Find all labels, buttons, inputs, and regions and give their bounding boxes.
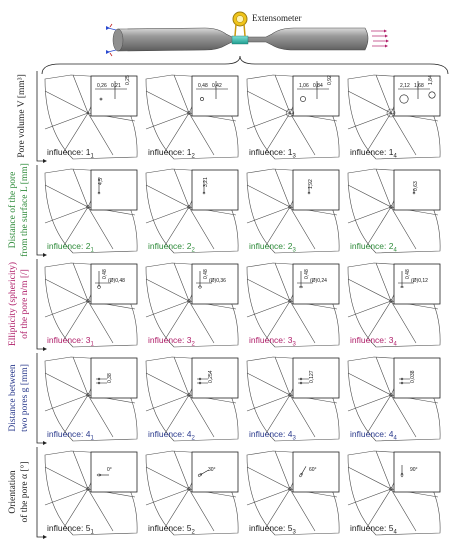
- row-label-line: of the pore α [°]: [20, 461, 30, 523]
- influence-subscript: 3: [292, 153, 296, 160]
- zoom-frame: [293, 264, 339, 304]
- influence-subscript: 4: [393, 341, 397, 348]
- dimension-label: 1,92: [308, 179, 314, 189]
- model-cell: [146, 357, 238, 442]
- row-axis-bracket: [37, 165, 43, 255]
- model-cell: [247, 75, 339, 160]
- row-label: [8, 461, 30, 522]
- influence-label: [350, 523, 397, 536]
- row-label: [7, 262, 30, 346]
- influence-text: influence: 3: [148, 335, 192, 345]
- influence-subscript: 3: [292, 435, 296, 442]
- gauge-section: [232, 36, 248, 44]
- dimension-label: (Ø)0,36: [209, 278, 226, 284]
- row-label-line: from the surface L [mm]: [20, 163, 30, 257]
- influence-text: influence: 2: [47, 241, 91, 251]
- influence-subscript: 3: [292, 529, 296, 536]
- zoom-frame: [91, 452, 137, 492]
- row-label-line: Orientation: [8, 470, 18, 514]
- zoom-frame: [394, 358, 440, 398]
- dimension-label: 60°: [309, 467, 317, 473]
- magnification-brace: [42, 56, 448, 74]
- influence-text: influence: 5: [350, 523, 394, 533]
- dimension-label: 3,21: [203, 177, 209, 187]
- model-cell: [247, 263, 339, 348]
- dimension-label: 0,48: [102, 269, 108, 279]
- influence-subscript: 1: [90, 435, 94, 442]
- influence-label: [148, 523, 195, 536]
- influence-text: influence: 3: [249, 335, 293, 345]
- influence-text: influence: 4: [148, 429, 192, 439]
- model-cell: [247, 357, 339, 442]
- dimension-label: 0,127: [309, 370, 315, 383]
- axis-arrow-icon: [43, 159, 47, 163]
- load-arrows-icon: [371, 30, 389, 48]
- zoom-frame: [293, 358, 339, 398]
- row-label-line: Distance between: [8, 364, 18, 432]
- row-axis-bracket: [37, 259, 43, 349]
- influence-label: [249, 335, 296, 348]
- influence-subscript: 2: [191, 341, 195, 348]
- influence-label: [47, 147, 94, 160]
- zoom-frame: [394, 264, 440, 304]
- model-cell: [348, 451, 440, 536]
- model-cell: [348, 75, 440, 160]
- influence-subscript: 4: [393, 435, 397, 442]
- zoom-frame: [192, 170, 238, 210]
- dimension-label: 30°: [208, 467, 216, 473]
- dimension-label: 1,68: [414, 83, 424, 89]
- dimension-label: 0,84: [313, 83, 323, 89]
- influence-subscript: 1: [90, 341, 94, 348]
- influence-text: influence: 4: [249, 429, 293, 439]
- specimen-left-end: [113, 29, 123, 51]
- dimension-label: 2,12: [400, 83, 410, 89]
- influence-label: [249, 429, 296, 442]
- influence-label: [350, 429, 397, 442]
- dimension-label: 0,63: [413, 181, 419, 191]
- influence-subscript: 1: [90, 153, 94, 160]
- influence-label: [148, 335, 195, 348]
- influence-text: influence: 2: [148, 241, 192, 251]
- dimension-label: 4,5: [98, 178, 104, 185]
- influence-label: [148, 429, 195, 442]
- model-cell: [146, 75, 238, 160]
- influence-text: influence: 1: [249, 147, 293, 157]
- dimension-label: 0,25: [125, 75, 131, 85]
- dimension-label: 1,06: [299, 83, 309, 89]
- influence-label: [47, 523, 94, 536]
- model-cell: [45, 169, 137, 254]
- zoom-frame: [91, 264, 137, 304]
- influence-text: influence: 4: [47, 429, 91, 439]
- influence-label: [350, 241, 397, 254]
- axis-arrow-icon: [43, 535, 47, 539]
- influence-subscript: 1: [90, 529, 94, 536]
- influence-subscript: 3: [292, 247, 296, 254]
- row-axis-bracket: [37, 71, 43, 161]
- influence-subscript: 2: [191, 529, 195, 536]
- dimension-label: 0,254: [208, 370, 214, 383]
- zoom-frame: [91, 358, 137, 398]
- row-axis-bracket: [37, 353, 43, 443]
- row-label-line: two pores g [mm]: [20, 364, 30, 432]
- influence-label: [249, 241, 296, 254]
- dimension-label: 0,48: [198, 83, 208, 89]
- influence-subscript: 2: [191, 247, 195, 254]
- influence-subscript: 3: [292, 341, 296, 348]
- model-cell: [45, 357, 137, 442]
- influence-text: influence: 1: [148, 147, 192, 157]
- influence-subscript: 4: [393, 153, 397, 160]
- influence-label: [47, 429, 94, 442]
- zoom-frame: [192, 264, 238, 304]
- dimension-label: 0,42: [212, 83, 222, 89]
- dimension-label: 0°: [107, 467, 112, 473]
- influence-subscript: 4: [393, 529, 397, 536]
- model-cell: [348, 263, 440, 348]
- model-cell: [45, 263, 137, 348]
- influence-text: influence: 2: [249, 241, 293, 251]
- influence-label: [249, 147, 296, 160]
- dimension-label: (Ø)0,12: [411, 278, 428, 284]
- influence-label: [249, 523, 296, 536]
- dimension-label: 0,26: [97, 83, 107, 89]
- row-label: [17, 74, 27, 158]
- axis-arrow-icon: [43, 253, 47, 257]
- influence-text: influence: 5: [249, 523, 293, 533]
- influence-text: influence: 5: [47, 523, 91, 533]
- row-label: [7, 163, 30, 257]
- influence-label: [47, 241, 94, 254]
- model-cell: [348, 169, 440, 254]
- model-cell: [146, 451, 238, 536]
- influence-text: influence: 5: [148, 523, 192, 533]
- zoom-frame: [91, 170, 137, 210]
- row-label-line: Pore volume V [mm³]: [17, 74, 27, 158]
- model-cell: [146, 169, 238, 254]
- dimension-label: 90°: [410, 467, 418, 473]
- row-label-line: of the pore n/m [/]: [20, 269, 30, 339]
- influence-label: [148, 241, 195, 254]
- zoom-frame: [192, 358, 238, 398]
- model-cell: [45, 75, 137, 160]
- dimension-label: 0,48: [304, 269, 310, 279]
- dimension-label: (Ø)0,48: [108, 278, 125, 284]
- row-label: [8, 364, 30, 432]
- model-cell: [146, 263, 238, 348]
- influence-text: influence: 2: [350, 241, 394, 251]
- influence-subscript: 4: [393, 247, 397, 254]
- influence-label: [350, 147, 397, 160]
- influence-label: [47, 335, 94, 348]
- specimen-figure: [42, 12, 448, 74]
- influence-subscript: 1: [90, 247, 94, 254]
- influence-text: influence: 1: [350, 147, 394, 157]
- zoom-frame: [293, 170, 339, 210]
- influence-text: influence: 3: [350, 335, 394, 345]
- extensometer-label: Extensometer: [252, 13, 302, 23]
- influence-label: [350, 335, 397, 348]
- row-label-line: Ellipticity (sphericity): [8, 261, 18, 347]
- dimension-label: 0,48: [405, 269, 411, 279]
- row-axis-bracket: [37, 447, 43, 537]
- influence-text: influence: 4: [350, 429, 394, 439]
- axis-arrow-icon: [43, 441, 47, 445]
- dimension-label: 0,38: [107, 373, 113, 383]
- model-cell: [247, 451, 339, 536]
- dimension-label: 1,84: [428, 75, 434, 85]
- axis-arrow-icon: [43, 347, 47, 351]
- dimension-label: 0,92: [327, 75, 333, 85]
- model-cell: [348, 357, 440, 442]
- model-cell: [247, 169, 339, 254]
- influence-subscript: 2: [191, 153, 195, 160]
- dimension-label: (Ø)0,24: [310, 278, 327, 284]
- influence-label: [148, 147, 195, 160]
- dimension-label: 0,48: [203, 269, 209, 279]
- zoom-frame: [192, 76, 238, 116]
- model-cell: [45, 451, 137, 536]
- influence-text: influence: 1: [47, 147, 91, 157]
- dimension-label: 0,038: [410, 370, 416, 383]
- row-label-line: Distance of the pore: [8, 171, 18, 249]
- dimension-label: 0,21: [111, 83, 121, 89]
- influence-text: influence: 3: [47, 335, 91, 345]
- influence-subscript: 2: [191, 435, 195, 442]
